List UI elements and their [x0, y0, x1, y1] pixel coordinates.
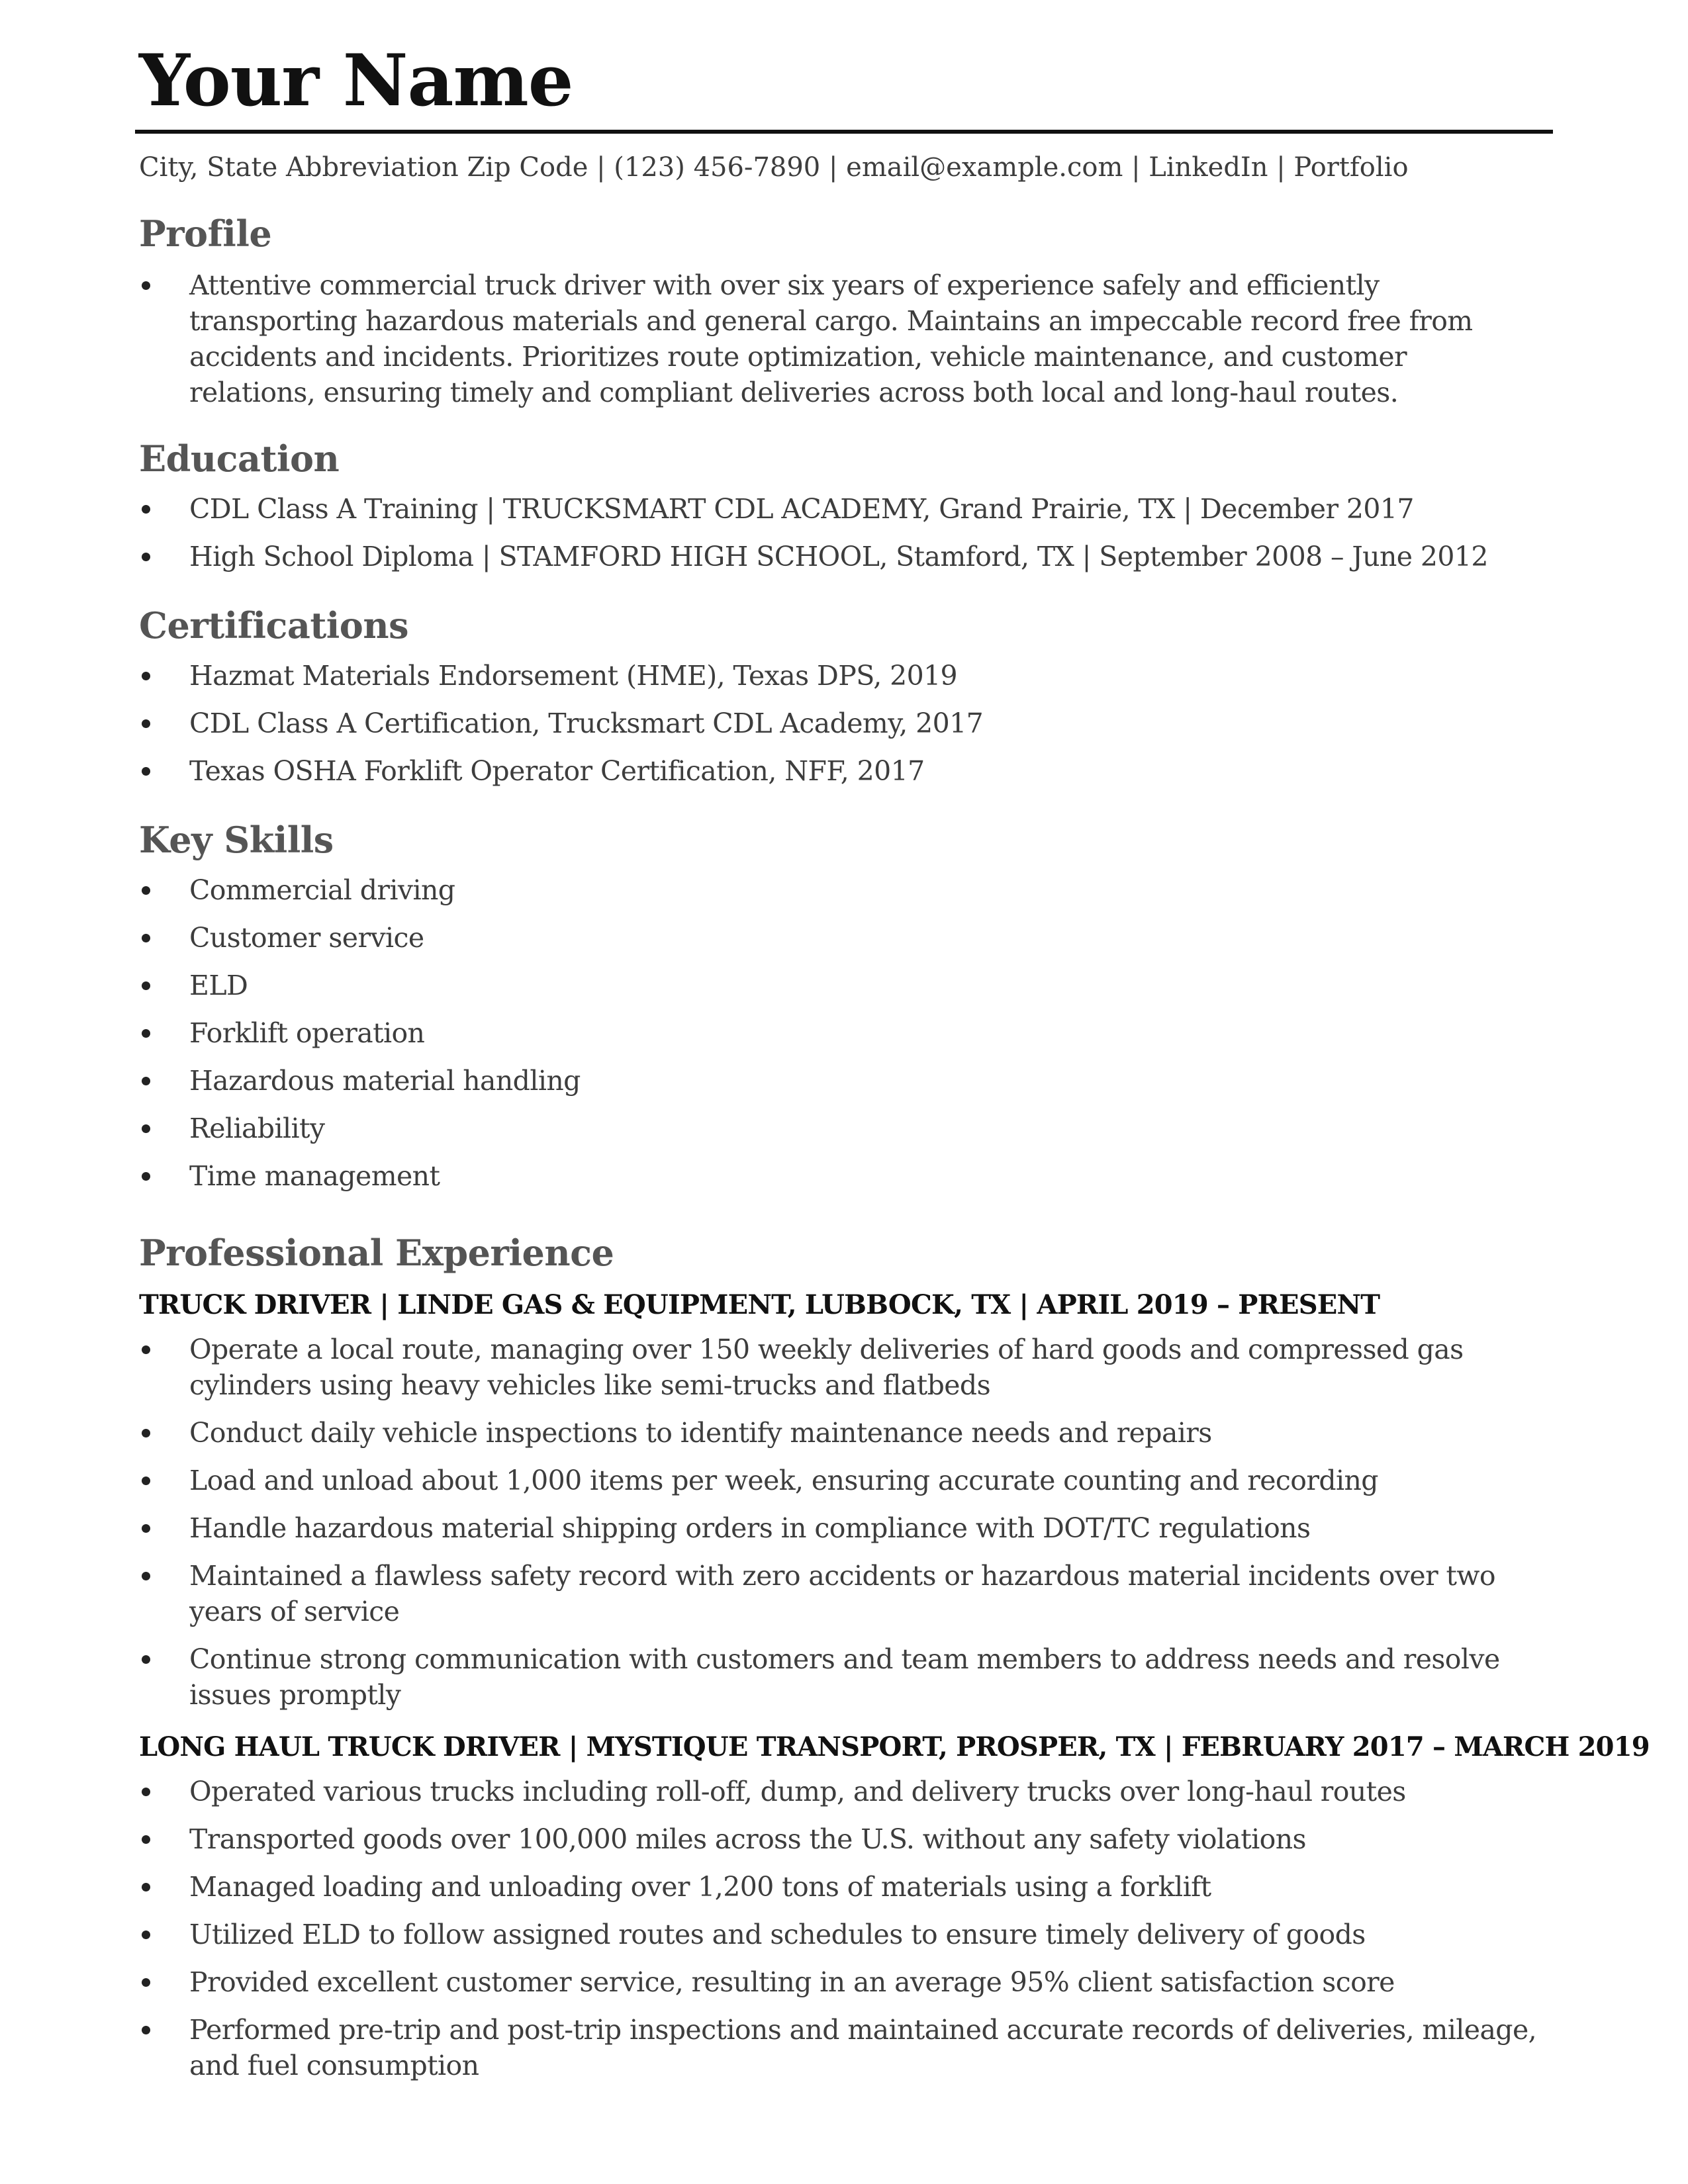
bullet-icon	[142, 281, 150, 290]
list-item: Operate a local route, managing over 150 weekly deliveries of hard goods and compressed gas cylinders using heavy vehicles like semi-trucks and flatbeds	[139, 1332, 1549, 1403]
list-item: CDL Class A Training | TRUCKSMART CDL ACADEMY, Grand Prairie, TX | December 2017	[139, 491, 1549, 527]
list-item: Attentive commercial truck driver with over six years of experience safely and efficiently transporting hazardous materials and general cargo. Maintains an impeccable record free from accidents and incidents. Prioritizes route optimization, vehicle maintenance, and customer relations, ensuring timely and compliant deliveries across both local and long-haul routes.	[139, 267, 1549, 410]
list-item: Load and unload about 1,000 items per week, ensuring accurate counting and recording	[139, 1463, 1549, 1498]
bullet-icon	[142, 505, 150, 514]
section-title-profile: Profile	[139, 212, 272, 255]
resume-page	[139, 39, 1650, 2081]
list-item: Customer service	[139, 920, 1549, 956]
section-title-experience: Professional Experience	[139, 1232, 614, 1274]
list-item: High School Diploma | STAMFORD HIGH SCHOOL, Stamford, TX | September 2008 – June 2012	[139, 539, 1549, 574]
bullet-icon	[142, 934, 150, 942]
education-list	[139, 491, 1549, 574]
list-item: CDL Class A Certification, Trucksmart CDL Academy, 2017	[139, 705, 1549, 741]
bullet-icon	[142, 1029, 150, 1038]
bullet-icon	[142, 1429, 150, 1437]
section-title-skills: Key Skills	[139, 819, 334, 861]
skills-section	[139, 819, 1549, 1194]
bullet-icon	[142, 886, 150, 895]
bullet-icon	[142, 1077, 150, 1085]
bullet-icon	[142, 1477, 150, 1485]
list-item: Transported goods over 100,000 miles across the U.S. without any safety violations	[139, 1821, 1549, 1857]
list-item: Reliability	[139, 1111, 1549, 1146]
list-item: Commercial driving	[139, 872, 1549, 908]
bullet-icon	[142, 553, 150, 561]
bullet-icon	[142, 1883, 150, 1891]
bullet-icon	[142, 981, 150, 990]
list-item: Utilized ELD to follow assigned routes and schedules to ensure timely delivery of goods	[139, 1917, 1549, 1952]
certifications-list	[139, 658, 1549, 789]
bullet-icon	[142, 1524, 150, 1533]
bullet-icon	[142, 2026, 150, 2034]
bullet-icon	[142, 672, 150, 680]
profile-section	[139, 212, 1549, 410]
section-title-education: Education	[139, 437, 340, 480]
education-section	[139, 437, 1549, 574]
experience-section	[139, 1232, 1650, 2083]
bullet-icon	[142, 1345, 150, 1354]
list-item: Conduct daily vehicle inspections to identify maintenance needs and repairs	[139, 1415, 1549, 1451]
bullet-icon	[142, 767, 150, 776]
bullet-icon	[142, 1572, 150, 1580]
list-item: Provided excellent customer service, resulting in an average 95% client satisfaction score	[139, 1964, 1549, 2000]
list-item: Texas OSHA Forklift Operator Certification, NFF, 2017	[139, 753, 1549, 789]
profile-list	[139, 267, 1549, 410]
job-2-duties	[139, 1774, 1549, 2083]
list-item: Performed pre-trip and post-trip inspections and maintained accurate records of deliveries, mileage, and fuel consumption	[139, 2012, 1549, 2083]
skills-list	[139, 872, 1549, 1194]
list-item: Time management	[139, 1158, 1549, 1194]
list-item: Hazardous material handling	[139, 1063, 1549, 1099]
bullet-icon	[142, 1835, 150, 1844]
list-item: Forklift operation	[139, 1015, 1549, 1051]
list-item: Hazmat Materials Endorsement (HME), Texas DPS, 2019	[139, 658, 1549, 694]
list-item: ELD	[139, 968, 1549, 1003]
job-1-duties	[139, 1332, 1549, 1713]
bullet-icon	[142, 719, 150, 728]
bullet-icon	[142, 1788, 150, 1796]
header-divider	[135, 130, 1553, 134]
list-item: Continue strong communication with customers and team members to address needs and resolve issues promptly	[139, 1641, 1549, 1713]
job-heading: TRUCK DRIVER | LINDE GAS & EQUIPMENT, LUBBOCK, TX | APRIL 2019 – PRESENT	[139, 1289, 1380, 1320]
list-item: Handle hazardous material shipping orders in compliance with DOT/TC regulations	[139, 1510, 1549, 1546]
job-heading: LONG HAUL TRUCK DRIVER | MYSTIQUE TRANSPORT, PROSPER, TX | FEBRUARY 2017 – MARCH 2019	[139, 1731, 1650, 1762]
bullet-icon	[142, 1172, 150, 1181]
bullet-icon	[142, 1124, 150, 1133]
list-item: Maintained a flawless safety record with zero accidents or hazardous material incidents over two years of service	[139, 1558, 1549, 1629]
resume-name: Your Name	[139, 39, 573, 122]
list-item: Operated various trucks including roll-off, dump, and delivery trucks over long-haul routes	[139, 1774, 1549, 1809]
bullet-icon	[142, 1978, 150, 1987]
section-title-certifications: Certifications	[139, 604, 408, 647]
bullet-icon	[142, 1655, 150, 1664]
contact-line: City, State Abbreviation Zip Code | (123) 456-7890 | email@example.com | LinkedIn | Portfolio	[139, 152, 1409, 183]
list-item: Managed loading and unloading over 1,200 tons of materials using a forklift	[139, 1869, 1549, 1905]
bullet-icon	[142, 1931, 150, 1939]
certifications-section	[139, 604, 1549, 789]
